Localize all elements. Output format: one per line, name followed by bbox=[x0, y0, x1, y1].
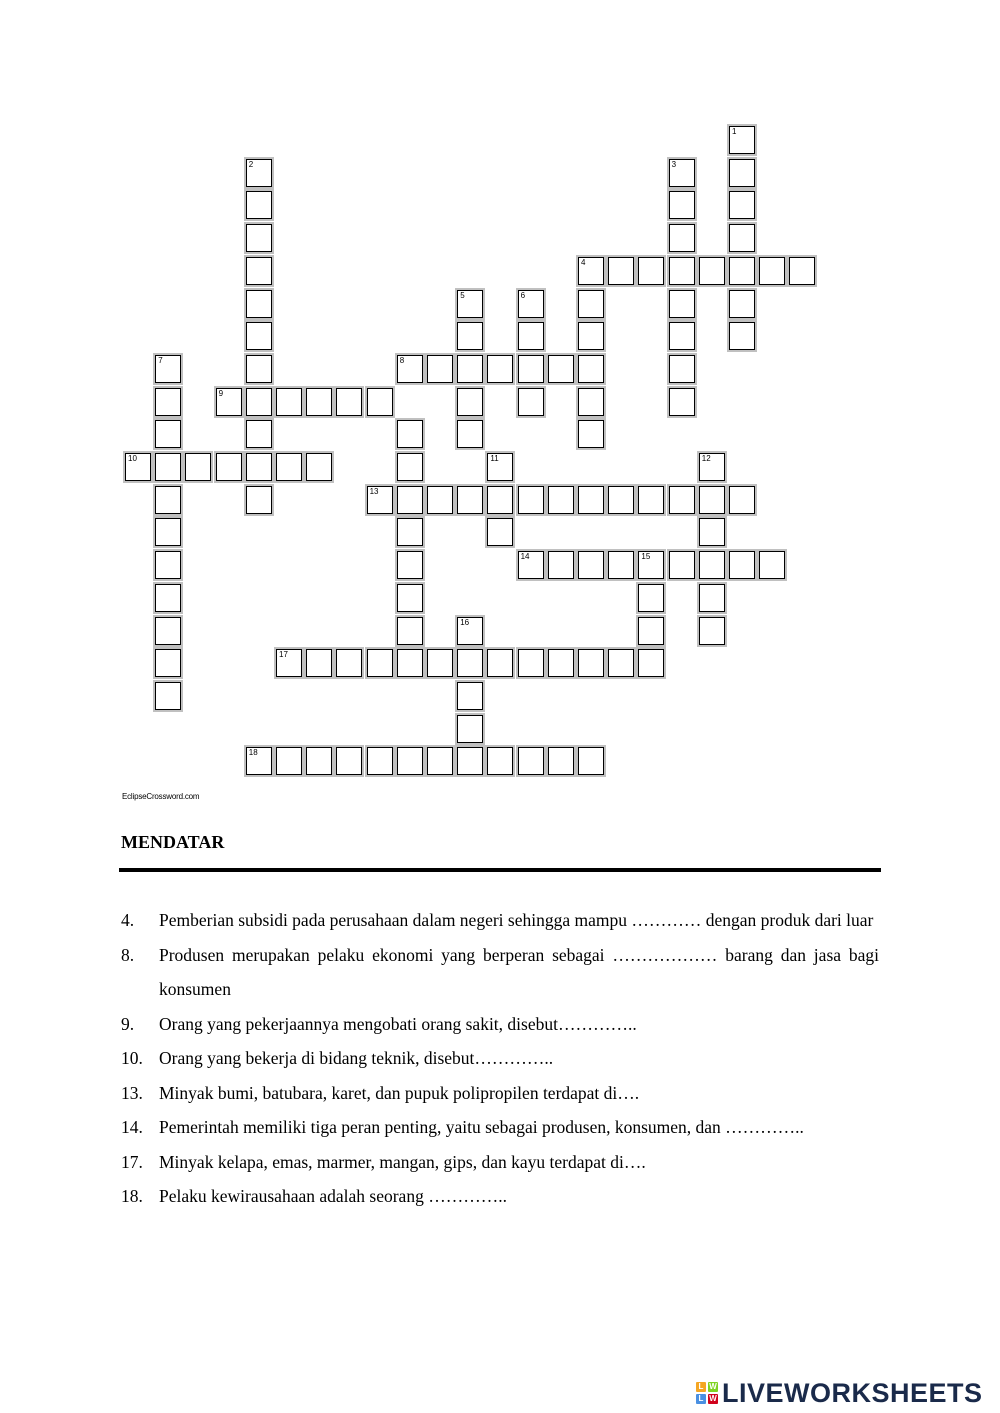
crossword-clue-number: 7 bbox=[158, 355, 163, 365]
crossword-cell[interactable] bbox=[578, 747, 604, 775]
crossword-cell[interactable] bbox=[487, 355, 513, 383]
crossword-cell[interactable] bbox=[427, 747, 453, 775]
clue-list bbox=[121, 903, 879, 1214]
crossword-cell[interactable] bbox=[638, 649, 664, 677]
crossword-cell[interactable] bbox=[457, 682, 483, 710]
crossword-clue-number: 12 bbox=[701, 454, 711, 463]
crossword-cell[interactable] bbox=[729, 224, 755, 252]
crossword-cell[interactable] bbox=[246, 388, 272, 416]
crossword-cell[interactable] bbox=[246, 159, 272, 187]
clue-text: Pemerintah memiliki tiga peran penting, yaitu sebagai produsen, konsumen, dan ………….. bbox=[159, 1117, 804, 1137]
crossword-cell[interactable] bbox=[669, 551, 695, 579]
clue-text: Minyak kelapa, emas, marmer, mangan, gips, dan kayu terdapat di…. bbox=[159, 1151, 646, 1172]
crossword-cell[interactable] bbox=[155, 355, 181, 383]
crossword-cell[interactable] bbox=[518, 290, 544, 318]
crossword-cell[interactable] bbox=[638, 551, 664, 579]
crossword-cell[interactable] bbox=[306, 747, 332, 775]
crossword-cell[interactable] bbox=[246, 290, 272, 318]
crossword-cell[interactable] bbox=[397, 617, 423, 645]
clue-text: Pelaku kewirausahaan adalah seorang ………….. bbox=[159, 1186, 507, 1206]
crossword-cell[interactable] bbox=[669, 191, 695, 219]
crossword-cell[interactable] bbox=[427, 486, 453, 514]
crossword-cell[interactable] bbox=[729, 257, 755, 285]
clue-item bbox=[121, 1041, 879, 1076]
crossword-cell[interactable] bbox=[276, 388, 302, 416]
crossword-cell[interactable] bbox=[397, 584, 423, 612]
logo-square: W bbox=[709, 1394, 717, 1403]
crossword-cell[interactable] bbox=[518, 322, 544, 350]
crossword-cell[interactable] bbox=[155, 453, 181, 481]
crossword-cell[interactable] bbox=[397, 551, 423, 579]
crossword-cell[interactable] bbox=[457, 388, 483, 416]
crossword-cell[interactable] bbox=[578, 486, 604, 514]
crossword-cell[interactable] bbox=[397, 453, 423, 481]
crossword-cell[interactable] bbox=[608, 257, 634, 285]
crossword-cell[interactable] bbox=[367, 388, 393, 416]
crossword-clue-number: 18 bbox=[248, 748, 258, 758]
logo-square: L bbox=[696, 1394, 706, 1404]
clue-item bbox=[121, 1145, 879, 1180]
crossword-cell[interactable] bbox=[246, 322, 272, 350]
crossword-cell[interactable] bbox=[457, 322, 483, 350]
crossword-cell[interactable] bbox=[397, 518, 423, 546]
crossword-cell[interactable] bbox=[638, 617, 664, 645]
crossword-cell[interactable] bbox=[306, 388, 332, 416]
crossword-cell[interactable] bbox=[669, 322, 695, 350]
crossword-cell[interactable] bbox=[729, 551, 755, 579]
clue-item bbox=[121, 938, 879, 1007]
crossword-cell[interactable] bbox=[548, 747, 574, 775]
crossword-cell[interactable] bbox=[155, 584, 181, 612]
liveworksheets-wordmark: LIVEWORKSHEETS bbox=[722, 1377, 983, 1408]
crossword-cell[interactable] bbox=[246, 747, 272, 775]
logo-square: L bbox=[696, 1382, 706, 1392]
clue-text: Orang yang bekerja di bidang teknik, disebut………….. bbox=[159, 1048, 554, 1068]
crossword-cell[interactable] bbox=[367, 649, 393, 677]
crossword-clue-number: 17 bbox=[279, 650, 288, 660]
crossword-cell[interactable] bbox=[155, 518, 181, 546]
crossword-cell[interactable] bbox=[397, 355, 423, 383]
crossword-cell[interactable] bbox=[336, 388, 362, 416]
crossword-cell[interactable] bbox=[427, 355, 453, 383]
crossword-cell[interactable] bbox=[518, 486, 544, 514]
crossword-cell[interactable] bbox=[306, 649, 332, 677]
crossword-cell[interactable] bbox=[699, 551, 725, 579]
crossword-cell[interactable] bbox=[457, 290, 483, 318]
crossword-cell[interactable] bbox=[669, 224, 695, 252]
crossword-cell[interactable] bbox=[789, 257, 815, 285]
crossword-cell[interactable] bbox=[397, 649, 423, 677]
clue-number: 10. bbox=[121, 1048, 143, 1068]
crossword-cell[interactable] bbox=[457, 747, 483, 775]
clue-text: Produsen merupakan pelaku ekonomi yang berperan sebagai ……………… barang dan jasa bagi konsumen bbox=[159, 944, 879, 999]
crossword-cell[interactable] bbox=[246, 420, 272, 448]
clue-number: 9. bbox=[121, 1013, 135, 1034]
crossword-cell[interactable] bbox=[699, 584, 725, 612]
crossword-clue-number: 14 bbox=[520, 552, 530, 562]
crossword-cell[interactable] bbox=[578, 420, 604, 448]
crossword-cell[interactable] bbox=[518, 649, 544, 677]
crossword-cell[interactable] bbox=[548, 355, 574, 383]
crossword-clue-number: 11 bbox=[490, 454, 499, 463]
crossword-cell[interactable] bbox=[457, 617, 483, 645]
crossword-cell[interactable] bbox=[729, 322, 755, 350]
crossword-cell[interactable] bbox=[155, 682, 181, 710]
crossword-clue-number: 15 bbox=[641, 552, 651, 562]
crossword-cell[interactable] bbox=[669, 290, 695, 318]
crossword-cell[interactable] bbox=[638, 257, 664, 285]
crossword-cell[interactable] bbox=[185, 453, 211, 481]
logo-square: W bbox=[709, 1382, 717, 1391]
crossword-cell[interactable] bbox=[246, 224, 272, 252]
crossword-cell[interactable] bbox=[578, 290, 604, 318]
crossword-cell[interactable] bbox=[367, 486, 393, 514]
crossword-cell[interactable] bbox=[578, 322, 604, 350]
crossword-cell[interactable] bbox=[155, 388, 181, 416]
crossword-cell[interactable] bbox=[487, 518, 513, 546]
crossword-cell[interactable] bbox=[578, 257, 604, 285]
crossword-cell[interactable] bbox=[125, 453, 151, 481]
clue-text: Minyak bumi, batubara, karet, dan pupuk polipropilen terdapat di…. bbox=[159, 1082, 640, 1103]
crossword-clue-number: 5 bbox=[460, 290, 465, 300]
crossword-cell[interactable] bbox=[729, 159, 755, 187]
crossword-cell[interactable] bbox=[487, 747, 513, 775]
crossword-cell[interactable] bbox=[608, 486, 634, 514]
clue-number: 17. bbox=[121, 1151, 143, 1172]
crossword-cell[interactable] bbox=[246, 355, 272, 383]
section-divider bbox=[119, 868, 881, 872]
crossword-cell[interactable] bbox=[699, 257, 725, 285]
clue-number: 18. bbox=[121, 1186, 143, 1206]
crossword-cell[interactable] bbox=[216, 453, 242, 481]
crossword-cell[interactable] bbox=[306, 453, 332, 481]
crossword-cell[interactable] bbox=[276, 453, 302, 481]
crossword-cell[interactable] bbox=[759, 551, 785, 579]
crossword-cell[interactable] bbox=[155, 551, 181, 579]
crossword-clue-number: 10 bbox=[128, 454, 137, 463]
crossword-cell[interactable] bbox=[669, 257, 695, 285]
crossword-cell[interactable] bbox=[457, 649, 483, 677]
crossword-clue-number: 6 bbox=[520, 290, 526, 300]
crossword-cell[interactable] bbox=[276, 649, 302, 677]
clue-number: 13. bbox=[121, 1082, 143, 1103]
crossword-cell[interactable] bbox=[457, 355, 483, 383]
clue-text: Pemberian subsidi pada perusahaan dalam negeri sehingga mampu ………… dengan produk dari luar bbox=[159, 910, 874, 930]
crossword-clue-number: 3 bbox=[671, 159, 677, 169]
crossword-cell[interactable] bbox=[638, 486, 664, 514]
crossword-cell[interactable] bbox=[729, 290, 755, 318]
crossword-cell[interactable] bbox=[216, 388, 242, 416]
crossword-cell[interactable] bbox=[367, 747, 393, 775]
crossword-cell[interactable] bbox=[397, 747, 423, 775]
crossword-cell[interactable] bbox=[578, 551, 604, 579]
liveworksheets-logo bbox=[696, 1378, 983, 1408]
crossword-cell[interactable] bbox=[729, 486, 755, 514]
crossword-cell[interactable] bbox=[548, 486, 574, 514]
crossword-cell[interactable] bbox=[246, 486, 272, 514]
crossword-cell[interactable] bbox=[457, 715, 483, 743]
clue-item bbox=[121, 1007, 879, 1042]
clue-number: 4. bbox=[121, 910, 135, 930]
crossword-cell[interactable] bbox=[608, 551, 634, 579]
crossword-cell[interactable] bbox=[487, 486, 513, 514]
crossword-cell[interactable] bbox=[548, 551, 574, 579]
liveworksheets-mark-icon bbox=[696, 1382, 718, 1404]
crossword-clue-number: 4 bbox=[581, 257, 586, 267]
crossword-cell[interactable] bbox=[155, 420, 181, 448]
clue-item bbox=[121, 1179, 879, 1214]
crossword-cell[interactable] bbox=[699, 617, 725, 645]
crossword-cell[interactable] bbox=[638, 584, 664, 612]
crossword-cell[interactable] bbox=[336, 747, 362, 775]
crossword-cell[interactable] bbox=[276, 747, 302, 775]
clue-number: 8. bbox=[121, 944, 135, 965]
crossword-cell[interactable] bbox=[759, 257, 785, 285]
crossword-cell[interactable] bbox=[518, 355, 544, 383]
crossword-cell[interactable] bbox=[397, 420, 423, 448]
clue-text: Orang yang pekerjaannya mengobati orang sakit, disebut………….. bbox=[159, 1013, 637, 1034]
crossword-cell[interactable] bbox=[155, 649, 181, 677]
crossword-cell[interactable] bbox=[729, 126, 755, 154]
crossword-cell[interactable] bbox=[155, 486, 181, 514]
crossword-cell[interactable] bbox=[427, 649, 453, 677]
crossword-cell[interactable] bbox=[699, 486, 725, 514]
clue-number: 14. bbox=[121, 1117, 143, 1137]
crossword-cell[interactable] bbox=[578, 649, 604, 677]
crossword-cell[interactable] bbox=[699, 453, 725, 481]
clue-item bbox=[121, 903, 879, 938]
crossword-cell[interactable] bbox=[518, 747, 544, 775]
crossword-cell[interactable] bbox=[669, 355, 695, 383]
crossword-cell[interactable] bbox=[669, 486, 695, 514]
crossword-credit: EclipseCrossword.com bbox=[122, 792, 200, 801]
crossword-clue-number: 13 bbox=[369, 486, 379, 496]
crossword-cell[interactable] bbox=[246, 257, 272, 285]
crossword-cell[interactable] bbox=[246, 191, 272, 219]
crossword-clue-number: 16 bbox=[460, 617, 470, 627]
crossword-cell[interactable] bbox=[669, 388, 695, 416]
crossword-cell[interactable] bbox=[578, 355, 604, 383]
crossword-clue-number: 8 bbox=[399, 355, 405, 365]
crossword-cell[interactable] bbox=[155, 617, 181, 645]
crossword-cell[interactable] bbox=[487, 453, 513, 481]
clue-item bbox=[121, 1076, 879, 1111]
crossword-cell[interactable] bbox=[669, 159, 695, 187]
crossword-cell[interactable] bbox=[397, 486, 423, 514]
crossword-cell[interactable] bbox=[699, 518, 725, 546]
crossword-cell[interactable] bbox=[457, 420, 483, 448]
crossword-cell[interactable] bbox=[518, 388, 544, 416]
crossword-clue-number: 1 bbox=[732, 127, 737, 136]
crossword-clue-number: 2 bbox=[248, 159, 254, 169]
crossword-cell[interactable] bbox=[548, 649, 574, 677]
crossword-cell[interactable] bbox=[729, 191, 755, 219]
clue-item bbox=[121, 1110, 879, 1145]
crossword-cell[interactable] bbox=[336, 649, 362, 677]
crossword-cell[interactable] bbox=[246, 453, 272, 481]
crossword-cell[interactable] bbox=[518, 551, 544, 579]
crossword-cell[interactable] bbox=[457, 486, 483, 514]
crossword-cell[interactable] bbox=[608, 649, 634, 677]
crossword-cell[interactable] bbox=[578, 388, 604, 416]
crossword-cell[interactable] bbox=[487, 649, 513, 677]
section-title-mendatar: MENDATAR bbox=[121, 832, 225, 852]
crossword-clue-number: 9 bbox=[218, 388, 224, 398]
